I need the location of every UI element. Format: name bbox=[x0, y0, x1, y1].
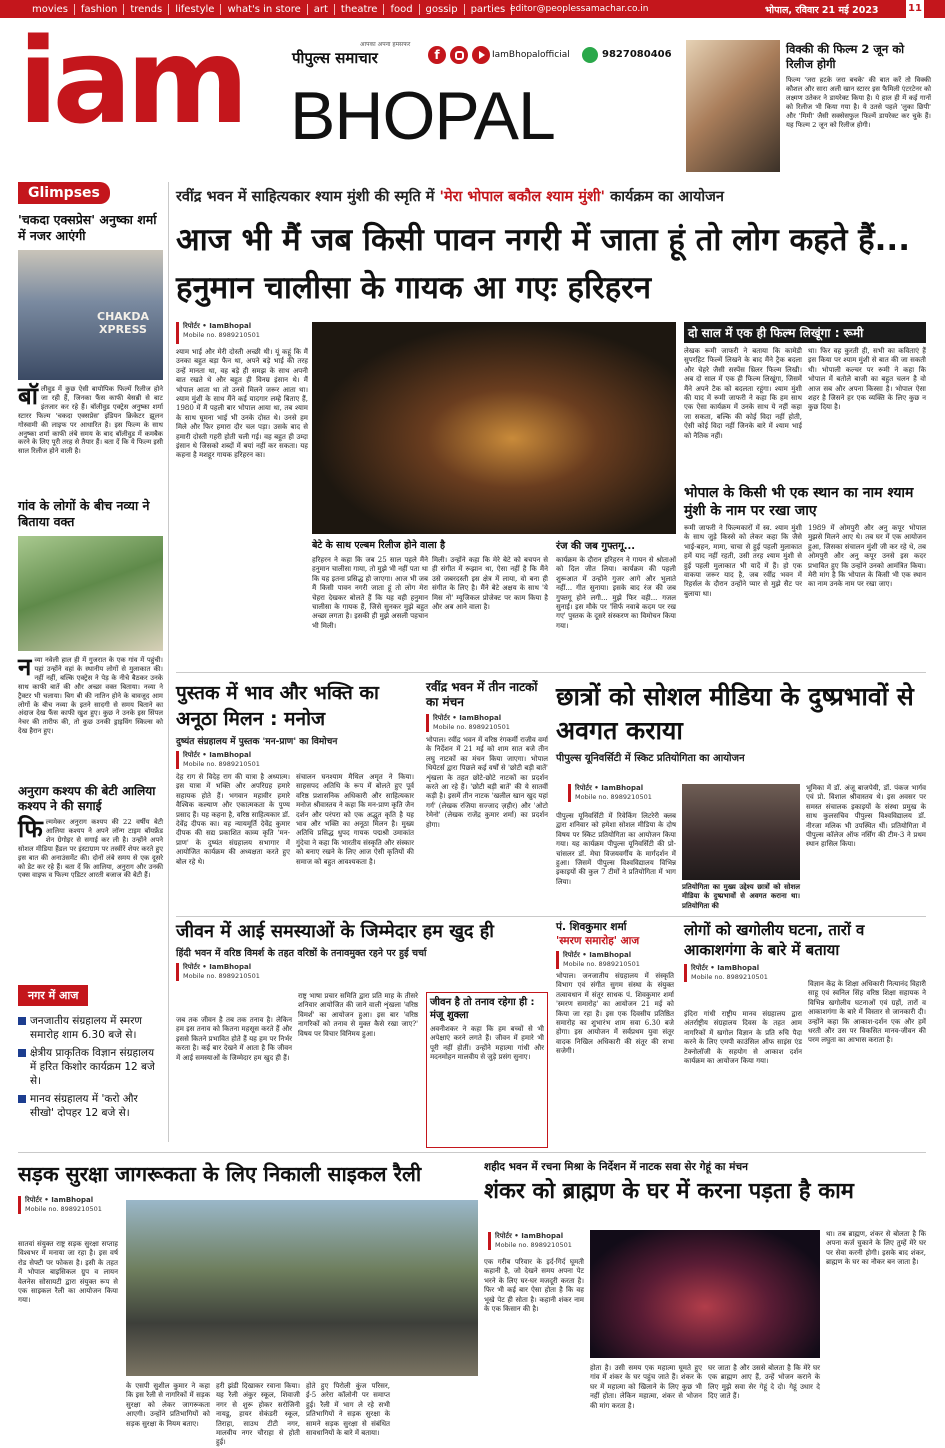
city-today-label: नगर में आज bbox=[18, 985, 88, 1006]
stress-box-title: जीवन है तो तनाव रहेगा ही : मंजू शुक्ला bbox=[430, 997, 535, 1021]
social-handle[interactable]: IamBhopalofficial bbox=[492, 50, 570, 60]
stress-subhead: हिंदी भवन में वरिष्ठ विमर्श के तहत वरिष्ठों के तनावमुक्त रहने पर हुई चर्चा bbox=[176, 948, 427, 959]
glimpse-3-body bbox=[18, 814, 163, 908]
glimpse-2-dropcap: न bbox=[18, 652, 32, 681]
astro-byline-text: रिपोर्टर • IamBhopal bbox=[691, 964, 760, 972]
natak-kicker: शहीद भवन में रचना मिश्रा के निर्देशन में नाटक सवा सेर गेहूं का मंचन bbox=[484, 1161, 748, 1173]
masthead bbox=[0, 12, 945, 178]
drama-headline: रवींद्र भवन में तीन नाटकों का मंचन bbox=[426, 680, 538, 709]
stress-box-body: अवनीशकर ने कहा कि हम बच्चों से भी अपेक्षाएं करने लगते हैं। जीवन में हमारे भी पूरी नहीं होतीं। उन्होंने महात्मा गांधी और मदनमोहन मालवीय से जुड़े प्रसंग सुनाए। bbox=[430, 1025, 544, 1062]
nav-item[interactable]: trends bbox=[124, 4, 169, 15]
book-subhead: दुष्यंत संग्रहालय में पुस्तक 'मन-प्राण' का विमोचन bbox=[176, 737, 338, 747]
students-headline: छात्रों को सोशल मीडिया के दुष्प्रभावों से अवगत कराया bbox=[556, 682, 914, 745]
students-col-2: भूमिका में डॉ. अंजू बाजपेयी, डॉ. पंकज भार्गव एवं प्रो. विशाल श्रीवास्तव थे। इस अवसर पर समस्त संचालक इकाइयों के संस्था प्रमुख के साथ कुलसचिव पीपुल्स विश्वविद्यालय डॉ. नीरजा मलिक भी उपस्थित थीं। प्रतियोगिता में पीपुल्स कॉलेज ऑफ नर्सिंग की टीम-3 ने प्रथम स्थान हासिल किया। bbox=[806, 784, 926, 849]
youtube-icon[interactable] bbox=[472, 46, 490, 64]
section-rule bbox=[176, 916, 926, 917]
cycle-headline: सड़क सुरक्षा जागरूकता के लिए निकाली साइकल रैली bbox=[18, 1162, 422, 1186]
smaran-kicker-2: 'स्मरण समारोह' आज bbox=[556, 935, 640, 947]
cycle-photo bbox=[126, 1200, 478, 1376]
astro-byline bbox=[684, 964, 794, 982]
glimpse-1-title: 'चकदा एक्सप्रेस' अनुष्का शर्मा में नजर आएंगी bbox=[18, 212, 157, 243]
glimpse-2-text: व्या नवेली हाल ही में गुजरात के एक गांव में पहुंची। यहां उन्होंने वहां के स्थानीय लोगों से मुलाकात की। नहीं नहीं, बल्कि एक्ट्रेस ने पेड़ के नीचे बैठकर उनके साथ काफी बातें की और अच्छा वक्त बिताया। नव्या ने ट्रैक्टर भी चलाया। बिग बी की नातिन होने के बावजूद आम लोगों के बीच नव्या के इतने सादगी से समय बिताने का अंदाज देख फैंस काफी खुश हुए। कुछ ने उनके इस सिंपल नेचर की तारीफ की, तो कुछ उनकी ड्राइविंग स्किल्स को देख हैरान हुए। bbox=[18, 656, 163, 736]
glimpse-1-text: लीवुड में कुछ ऐसी बायोपिक फिल्में रिलीज होने जा रही हैं, जिनका फैंस काफी बेसब्री से बाट इंतजार कर रहे हैं। बॉलीवुड एक्ट्रेस अनुष्का शर्मा स्टारर फिल्म 'चकदा एक्सप्रेस' इंडियन क्रिकेटर झूलन गोस्वामी की लाइफ पर आधारित है। इस फिल्म के साथ अनुष्का शर्मा काफी लंबे समय के बाद बॉलीवुड में कमबैक करने के लिए पूरी तरह से तैयार हैं। बता दें कि ये फिल्म इसी साल रिलीज होने वाली है। bbox=[18, 385, 164, 456]
nav-item[interactable]: art bbox=[308, 4, 335, 15]
nav-item[interactable]: gossip bbox=[420, 4, 465, 15]
natak-headline: शंकर को ब्राह्मण के घर में करना पड़ता है काम bbox=[484, 1179, 854, 1204]
lead-photo bbox=[312, 322, 676, 534]
cycle-col-4: होते हुए पिरोली कुंज परिसर, ई-5 अरेरा कॉलोनी पर समाप्त हुई। रैली में भाग ले रहे सभी प्रतिभागियों ने सड़क सुरक्षा के सामने सड़क सुरक्षा से संबंधित सावधानियों के बारे में बताया। bbox=[306, 1382, 390, 1438]
glimpse-2-body bbox=[18, 652, 163, 778]
natak-byline bbox=[488, 1232, 598, 1250]
astro-col-2: विज्ञान केंद्र के शिक्षा अधिकारी नित्यानंद विहारी साहू एवं स्वनिल सिंह वरिष्ठ शिक्षा सहायक ने विभिन्न खगोलीय घटनाओं एवं ग्रहों, तारों व आकाशगंगा के बारे में विस्तार से जानकारी दी। उन्होंने कहा कि आकाश-दर्शन एक और हमें धरती और उस पर विकसित मानव-जीवन की परम लघुता का आभास कराता है। bbox=[808, 980, 926, 1045]
film-promo-title: विक्की की फिल्म 2 जून को रिलीज होगी bbox=[786, 42, 905, 71]
natak-mobile: Mobile no. 8989210501 bbox=[495, 1241, 572, 1249]
shyam-body: रूमी जाफरी ने फिल्मकारों में स्व. श्याम मुंशी के साथ जुड़े किस्से को लेकर कहा कि जैसे भाई-बहन, मामा, चाचा से हुई पहली मुलाकात हमें याद नहीं रहती, उसी तरह श्याम मुंशी से हुई पहली मुलाकात भी यादें में हैं। हो एक वाकया जरूर याद है, जब रवींद्र भवन में रिहर्सल के दौरान उन्होंने प्यार से मुझे सैट पर बुलाया था। bbox=[684, 524, 802, 598]
stress-box bbox=[426, 992, 548, 1148]
book-mobile: Mobile no. 8989210501 bbox=[183, 760, 260, 768]
book-byline-text: रिपोर्टर • IamBhopal bbox=[183, 751, 252, 759]
stress-mobile: Mobile no. 8989210501 bbox=[183, 972, 260, 980]
smaran-byline bbox=[556, 951, 674, 969]
astro-headline: लोगों को खगोलीय घटना, तारों व आकाशगंगा के बारे में बताया bbox=[684, 921, 865, 959]
social-icons bbox=[428, 46, 490, 64]
students-story bbox=[556, 680, 926, 912]
lead-byline-text: रिपोर्टर • IamBhopal bbox=[183, 322, 252, 330]
editor-email[interactable]: editor@peoplessamachar.co.in bbox=[510, 4, 649, 14]
students-subhead: पीपुल्स यूनिवर्सिटी में स्किट प्रतियोगिता का आयोजन bbox=[556, 753, 745, 764]
lead-kicker-pre: रवींद्र भवन में साहित्यकार श्याम मुंशी की स्मृति में bbox=[176, 189, 435, 205]
book-col-2: संचालन घनश्याम मैथिल अमृत ने किया। साहसपद अतिथि के रूप में बोलते हुए पूर्व वरिष्ठ प्रशासनिक अधिकारी और साहित्यकार मनोज श्रीवास्तव ने कहा कि मन-प्राण कृति जैन दर्शन और परंपरा को एक अद्भुत कृति है यह भाव और भक्ति का अनूठा मिलन है। मुख्य अतिथि प्रसिद्ध धुपद गायक पद्मश्री उमाकांत गुंदेचा ने कहा कि भारतीय संस्कृति और संस्कार को बनाए रखने के लिए आज ऐसी कृतियों की समाज को बहुत आवश्यकता है। bbox=[296, 773, 414, 866]
students-byline-text: रिपोर्टर • IamBhopal bbox=[575, 784, 644, 792]
astro-col-1: इंदिरा गांधी राष्ट्रीय मानव संग्रहालय द्वारा अंतर्राष्ट्रीय संग्रहालय दिवस के तहत आम नागरिकों में खगोल विज्ञान के प्रति रुचि पैदा करने के लिए एमपी काउंसिल ऑफ साइंस एंड टेक्नोलॉजी के सहयोग से आकाश दर्शन कार्यक्रम का आयोजन किया गया। bbox=[684, 1010, 802, 1066]
smaran-mobile: Mobile no. 8989210501 bbox=[563, 960, 640, 968]
lead-side-head: रंज की जब गुफ्तगू... bbox=[556, 541, 636, 552]
rumi-headline: दो साल में एक ही फिल्म लिखूंगा : रूमी bbox=[684, 322, 926, 343]
book-byline bbox=[176, 751, 286, 769]
book-story bbox=[176, 680, 416, 912]
city-today-item: क्षेत्रीय प्राकृतिक विज्ञान संग्रहालय में हरित किशोर कार्यक्रम 12 बजे से। bbox=[18, 1046, 163, 1088]
drama-byline-text: रिपोर्टर • IamBhopal bbox=[433, 714, 502, 722]
city-today-list bbox=[18, 1014, 163, 1120]
section-rule bbox=[18, 1152, 926, 1153]
book-col-1: देह राग से विदेह राग की यात्रा है अध्यात्म। इस यात्रा में भक्ति और अपरिग्रह हमारे सहायक होते हैं। भगवान महावीर हमारे वैश्विक कल्याण और एकात्मकता के पुण्य प्रसाद हैं। यह कहना है, वरिष्ठ साहित्यकार डॉ. देवेंद्र दीपक का। वह न्यायमूर्ति देवेंद्र कुमार दीपक की सद्य प्रकाशित काव्य कृति 'मन-प्राण' के दुष्यंत संग्रहालय सभागार में आयोजित कार्यक्रम की अध्यक्षता करते हुए बोल रहे थे। bbox=[176, 773, 290, 866]
cycle-mobile: Mobile no. 8989210501 bbox=[25, 1205, 102, 1213]
lead-side-body: कार्यक्रम के दौरान हरिहरन ने गायन से श्रोताओं को दिल जीत लिया। कार्यक्रम की पहली शुरूआत में उन्होंने गुजर आगे और भुलाते नहीं... गीत सुनाया। इसके बाद रंज की जब गुफ्तगू होने लगी... मुझे फिर वही... गजल सुनाई। इस मौके पर 'सिर्फ नवाबे कदम पर रख गए' पुस्तक के दूसरे संस्करण का विमोचन किया गया। bbox=[556, 556, 676, 630]
glimpse-3-dropcap: फि bbox=[18, 814, 43, 843]
instagram-icon[interactable] bbox=[450, 46, 468, 64]
smaran-kicker: पं. शिवकुमार शर्मा bbox=[556, 921, 627, 933]
smaran-byline-text: रिपोर्टर • IamBhopal bbox=[563, 951, 632, 959]
students-byline bbox=[568, 784, 678, 802]
astro-mobile: Mobile no. 8989210501 bbox=[691, 973, 768, 981]
cycle-byline bbox=[18, 1196, 128, 1214]
natak-col-1: एक गरीब परिवार के इर्द-गिर्द घूमती कहानी है, जो देखने समय अपना पेट भरने के लिए घर-घर मजदूरी करता है। फिर भी कई बार ऐसा होता है कि वह भूखे पेट ही सोता है। कहानी शंकर नाम के एक किसान की है। bbox=[484, 1258, 584, 1314]
lead-photo-caption: बेटे के साथ एल्बम रिलीज होने वाला है bbox=[312, 540, 446, 551]
lead-col-1: श्याम भाई और मेरी दोस्ती अच्छी थी। यूं कहूं कि मैं उनका बहुत बड़ा फैन था, अपने बड़े भाई की तरह उन्हें मानता था, वह बड़े ही समझ के साथ अपनी बात रखते थे और बहुत ही विनम्र इंसान थे। मैं भोपाल आता था तो उनसे मिलने जरूर आता था। श्याम मुंशी के साथ मैंने कई यादगार लम्हे बिताए हैं, 1980 में मैं पहली बार भोपाल आया था, तब श्याम के साथ घूमना भाई भी उनके दोस्त थे। उनसे हम मिले और फिर हमारा दौर चल पड़ा। उसके बाद से हमारी दोस्ती गहरी होती चली गई। वह बहुत ही उम्दा इंसान थे जिसको शब्दों में बयां नहीं कर सकता। यह कहना है मशहूर गायक हरिहरन का। bbox=[176, 348, 308, 460]
lead-kicker-em: 'मेरा भोपाल बकौल श्याम मुंशी' bbox=[439, 189, 605, 205]
cycle-byline-text: रिपोर्टर • IamBhopal bbox=[25, 1196, 94, 1204]
page-number: 11 bbox=[906, 0, 924, 18]
phone-icon bbox=[582, 47, 598, 63]
drama-mobile: Mobile no. 8989210501 bbox=[433, 723, 510, 731]
students-col-1: पीपुल्स यूनिवर्सिटी में रिवेकिंग लिटरेरी क्लब द्वारा शनिवार को हमेशा सोशल मीडिया के दोष विषय पर स्किट प्रतियोगिता का आयोजन किया गया। यह कार्यक्रम पीपुल्स यूनिवर्सिटी की प्रो-चांसलर डॉ. मेघा विजयवर्गीय के मार्गदर्शन में हुआ। जिसमें पीपुल्स विश्वविद्यालय विभिन्न इकाइयों की कुल 7 टीमों ने प्रतियोगिता में भाग लिया। bbox=[556, 812, 676, 886]
cycle-col-2: के एसपी सुशील कुमार ने कहा कि इस रैली से नागरिकों में सड़क सुरक्षा को लेकर जागरूकता आएगी। उन्होंने प्रतिभागियों को सड़क सुरक्षा के नियम बताए। bbox=[126, 1382, 210, 1428]
glimpse-3-title: अनुराग कश्यप की बेटी आलिया कश्यप ने की सगाई bbox=[18, 784, 156, 813]
stress-headline: जीवन में आई समस्याओं के जिम्मेदार हम खुद ही bbox=[176, 921, 494, 942]
glimpse-1-body bbox=[18, 381, 164, 490]
nav-item[interactable]: movies bbox=[26, 4, 75, 15]
natak-col-4: था। तब ब्राह्मण, शंकर से बोलता है कि अपना कर्ज चुकाने के लिए तुम्हें मेरे घर पर सेवा करनी होगी। इसके बाद शंकर, ब्राह्मण के घर का नौकर बन जाता है। bbox=[826, 1230, 926, 1267]
city-today-item: जनजातीय संग्रहालय में स्मरण समारोह शाम 6.30 बजे से। bbox=[18, 1014, 163, 1042]
paper-tagline: आपका अपना हमसफर bbox=[360, 41, 411, 48]
nav-item[interactable]: fashion bbox=[75, 4, 124, 15]
astro-story bbox=[684, 920, 926, 1148]
nav-item[interactable]: food bbox=[384, 4, 419, 15]
natak-story bbox=[484, 1160, 926, 1440]
film-promo-photo bbox=[686, 40, 780, 172]
drama-body: भोपाल। रवींद्र भवन में वरिष्ठ रंगकर्मी राजीव वर्मा के निर्देशन में 21 मई को शाम सात बजे तीन लघु नाटकों का मंचन किया जाएगा। भोपाल थियेटर्स द्वारा पिछले कई वर्षों से 'छोटी बड़ी बातें' शृंखला के तहत छोटे-छोटे नाटकों का प्रदर्शन करते आ रहे हैं। 'छोटी बड़ी बातें' की ये सातवीं कड़ी है। इसमें तीन नाटक 'खलील खान खुद यहां गर्ग' (लेखक रजिया सज्जाद ज़हीर) और 'ओटो रेमेनो' (लेखक राजेंद्र कुमार शर्मा) का प्रदर्शन होगा। bbox=[426, 736, 548, 829]
shyam-story bbox=[684, 484, 926, 666]
film-promo-body: फिल्म 'जरा हटके जरा बचके' की बात करें तो विक्की कौशल और सारा अली खान स्टारर इस फैमिली एंटरटेनर को लक्ष्मण उतेकर ने डायरेक्ट किया है। ये हाल ही में कई गानों को रिलीज भी किया गया है। ये उतसे पहले 'लुका छिपी' और 'मिमी' जैसी सक्सेसफुल फिल्में डायरेक्ट कर चुके हैं। यह फिल्म 2 जून को रिलीज होगी। bbox=[786, 76, 931, 129]
natak-byline-text: रिपोर्टर • IamBhopal bbox=[495, 1232, 564, 1240]
nav-item[interactable]: parties bbox=[465, 4, 513, 15]
glimpse-3-text: ल्ममेकर अनुराग कश्यप की 22 वर्षीय बेटी आलिया कश्यप ने अपने लॉन्ग टाइम बॉयफ्रेंड शेन ग्रेगोइर से सगाई कर ली है। उन्होंने अपने सोशल मीडिया हैंडल पर इंस्टाग्राम पर तस्वीरें शेयर करते हुए इस बात की अनाउंसमेंट की। दोनों लंबे समय से एक दूसरे को डेट कर रहे हैं। बता दें कि आलिया, अनुराग और उनकी एक्स वाइफ व फिल्म एडिटर आरती बजाज की बेटी हैं। bbox=[18, 818, 163, 880]
glimpse-2-title: गांव के लोगों के बीच नव्या ने बिताया वक्त bbox=[18, 498, 150, 529]
masthead-iam: iam bbox=[18, 12, 244, 150]
shyam-headline: भोपाल के किसी भी एक स्थान का नाम श्याम मुंशी के नाम पर रखा जाए bbox=[684, 485, 914, 519]
nav-item[interactable]: lifestyle bbox=[169, 4, 221, 15]
lead-headline: आज भी मैं जब किसी पावन नगरी में जाता हूं तो लोग कहते हैं... हनुमान चालीसा के गायक आ गएः हरिहरन bbox=[176, 222, 910, 306]
cycle-col-1: सातवां संयुक्त राष्ट्र सड़क सुरक्षा सप्ताह विश्वभर में मनाया जा रहा है। इस वर्ष रोड सेफ्टी पर फोकस है। इसी के तहत में भोपाल बाइसिकल ग्रुप व लायन वेलनेस सोसायटी द्वारा संयुक्त रूप से एक साइकल रैली का आयोजन किया गया। bbox=[18, 1240, 118, 1305]
rumi-body: लेखक रूमी जाफरी ने बताया कि कामेडी सुपरहिट फिल्में लिखने के बाद मैंने ट्रैक बदला और चेहरे जैसी सस्पेंस थ्रिलर फिल्म लिखी। अब दो साल में एक ही फिल्म लिखूंगा, जिसमें मैंने अपने टैक को बदलता रहूंगा। श्याम मुंशी की याद में रूमी जाफरी ने कहा कि हम साथ एक ऐसा कार्यक्रम में उनके साथ ये नहीं कहा जा सकता, बल्कि की कोई विदा नहीं होती, ऐसी कोई विदा नहीं जिनके बारे में श्याम भाई को नैतिक नहीं। bbox=[684, 347, 802, 440]
students-photo bbox=[682, 784, 800, 880]
lead-kicker-post: कार्यक्रम का आयोजन bbox=[610, 189, 724, 205]
students-mobile: Mobile no. 8989210501 bbox=[575, 793, 652, 801]
city-today-box bbox=[18, 984, 163, 1154]
smaran-body: भोपाल। जनजातीय संग्रहालय में संस्कृति विभाग एवं संगीत सुगम संस्था के संयुक्त तत्वावधान में संतूर साधक पं. शिवकुमार शर्मा 'स्मरण समारोह' का आयोजन 21 मई को किया जा रहा है। इस एक दिवसीय प्रतिष्ठित समारोह का शुभारंभ शाम सवा 6.30 बजे होगा। इस आयोजन में सर्वप्रथम युवा संतूर वादक निखिल अधिकारी की संतूर की सभा सजेगी। bbox=[556, 972, 674, 1056]
glimpses-label: Glimpses bbox=[18, 182, 110, 204]
issue-date: भोपाल, रविवार 21 मई 2023 bbox=[765, 4, 879, 16]
cycle-col-3: हरी झंडी दिखाकर रवाना किया। यह रैली अंकुर स्कूल, शिवाजी नगर से शुरू होकर सरोजिनी नायडू, हायर सेकंडरी स्कूल, तिराहा, साउथ टीटी नगर, मालवीय नगर चौराहा से होती हुई। bbox=[216, 1382, 300, 1447]
natak-col-3: घर जाता है और उससे बोलता है कि मेरे घर एक ब्राह्मण आए हैं, उन्हें भोजन कराने के लिए मुझे सवा सेर गेहूं दे दो। गेहूं उधार दे दिए जाते हैं। bbox=[708, 1364, 820, 1401]
stress-col-1: जब तक जीवन है तब तक तनाव है। लेकिन हम इस तनाव को कितना महसूस करते हैं और इससे कितने प्रभावित होते हैं यह हम पर निर्भर करता है। कई बार देखने में आता है कि जीवन में आई समस्याओं के जिम्मेदार हम खुद ही हैं। bbox=[176, 1016, 292, 1062]
cycle-story bbox=[18, 1160, 478, 1447]
city-today-item: मानव संग्रहालय में 'करो और सीखो' दोपहर 12 बजे से। bbox=[18, 1092, 163, 1120]
stress-byline bbox=[176, 963, 286, 981]
drama-story bbox=[426, 680, 548, 912]
glimpse-1-photo bbox=[18, 250, 163, 380]
nav-item[interactable]: what's in store bbox=[221, 4, 307, 15]
section-rule bbox=[176, 672, 926, 673]
lead-col-3: मिली। उन्होंने कहा कि मेरे बेटे को बचपन से ही संगीत में रूझान था, ऐसा नहीं है कि मैंने उसे जबरदस्ती इस क्षेत्र में लाया, वो बना ही संगीत के लिए है। मैंने बेटे अक्षय के साथ 'ये मिस नो' म्यूजिकल प्रोजेक्ट पर काम किया है और अब आने वाला है। bbox=[432, 556, 548, 612]
glimpse-1-dropcap: बॉ bbox=[18, 381, 38, 410]
stress-story bbox=[176, 920, 548, 1148]
rumi-body-2: था। फिर वह कुरती ही, सभी का कविताएं हैं इस किया पर श्याम मुंशी से बात की जा सकती थी। भोपाली कल्चर पर रूमी ने कहा कि भोपाल में बतोले बाजी का बहुत चलन है वो आज सब और अपना किस्सा है। भोपाल ऐसा शहर है जिसने हर एक व्यक्ति के लिए कुछ न कुछ दिया है। bbox=[808, 347, 926, 412]
lead-kicker bbox=[176, 186, 926, 206]
students-caption: प्रतियोगिता का मुख्य उद्देश्य छात्रों को सोशल मीडिया के दुष्प्रभावों से अवगत कराना था। प्रतियोगिता की bbox=[682, 882, 800, 910]
natak-photo bbox=[590, 1230, 820, 1358]
glimpse-1-photo-text: CHAKDA XPRESS bbox=[97, 310, 149, 336]
lead-mobile: Mobile no. 8989210501 bbox=[183, 331, 260, 339]
facebook-icon[interactable]: f bbox=[428, 46, 446, 64]
masthead-city: BHOPAL bbox=[290, 78, 555, 154]
rumi-story bbox=[684, 322, 926, 482]
lead-byline bbox=[176, 322, 316, 344]
lead-col-2: हरिहरन ने कहा कि जब 25 साल पहले मैंने हनुमान चालीसा गाया, तो मुझे भी नहीं पता था कि यह इतना प्रसिद्ध हो जाएगा। आज भी जब मैं किसी पावन नगरी जाता हूं तो लोग मेरा चेहरा देखकर बोलते हैं कि यह वही हनुमान चालीसा के गायक हैं, जिसे सुनकर मुझे बहुत अच्छा लगता है। इसकी ही मुझे असली पहचान भी मिली। bbox=[312, 556, 428, 630]
smaran-story bbox=[556, 920, 674, 1148]
glimpse-2-photo bbox=[18, 536, 163, 651]
natak-col-2: होता है। उसी समय एक महात्मा घूमते हुए गांव में शंकर के घर पहुंच जाते हैं। शंकर के घर में महात्मा को खिलाने के लिए कुछ भी नहीं होता। लेकिन महात्मा, शंकर से भोजन की मांग करता है। bbox=[590, 1364, 702, 1410]
drama-byline bbox=[426, 714, 548, 732]
phone-number[interactable]: 9827080406 bbox=[602, 49, 672, 60]
nav-item[interactable]: theatre bbox=[335, 4, 385, 15]
shyam-body-2: 1989 में ओमपुरी और अनु कपूर भोपाल मुझसे मिलने आए थे। तब घर में एक आयोजन हुआ, जिसका संचालन मुंशी जी कर रहे थे, तब ओमपुरी और अनु कपूर उनसे इस कदर प्रभावित हुए कि उन्होंने उनको आमंत्रित किया। मेरी मांग है कि भोपाल के किसी भी एक स्थान का नाम उनके नाम पर रखा जाए। bbox=[808, 524, 926, 589]
stress-col-2: राष्ट्र भाषा प्रचार समिति द्वारा प्रति माह के तीसरे शनिवार आयोजित की जाने वाली शृंखला 'वरिष्ठ विमर्श' का आयोजन हुआ। इस बार 'वरिष्ठ नागरिकों को तनाव से मुक्त कैसे रखा जाए?' विषय पर विचार विनिमय हुआ। bbox=[298, 992, 418, 1038]
glimpses-sidebar bbox=[18, 182, 163, 882]
stress-byline-text: रिपोर्टर • IamBhopal bbox=[183, 963, 252, 971]
book-headline: पुस्तक में भाव और भक्ति का अनूठा मिलन : मनोज bbox=[176, 682, 379, 730]
paper-name: पीपुल्स समाचार bbox=[292, 49, 378, 67]
column-rule bbox=[168, 182, 169, 1142]
